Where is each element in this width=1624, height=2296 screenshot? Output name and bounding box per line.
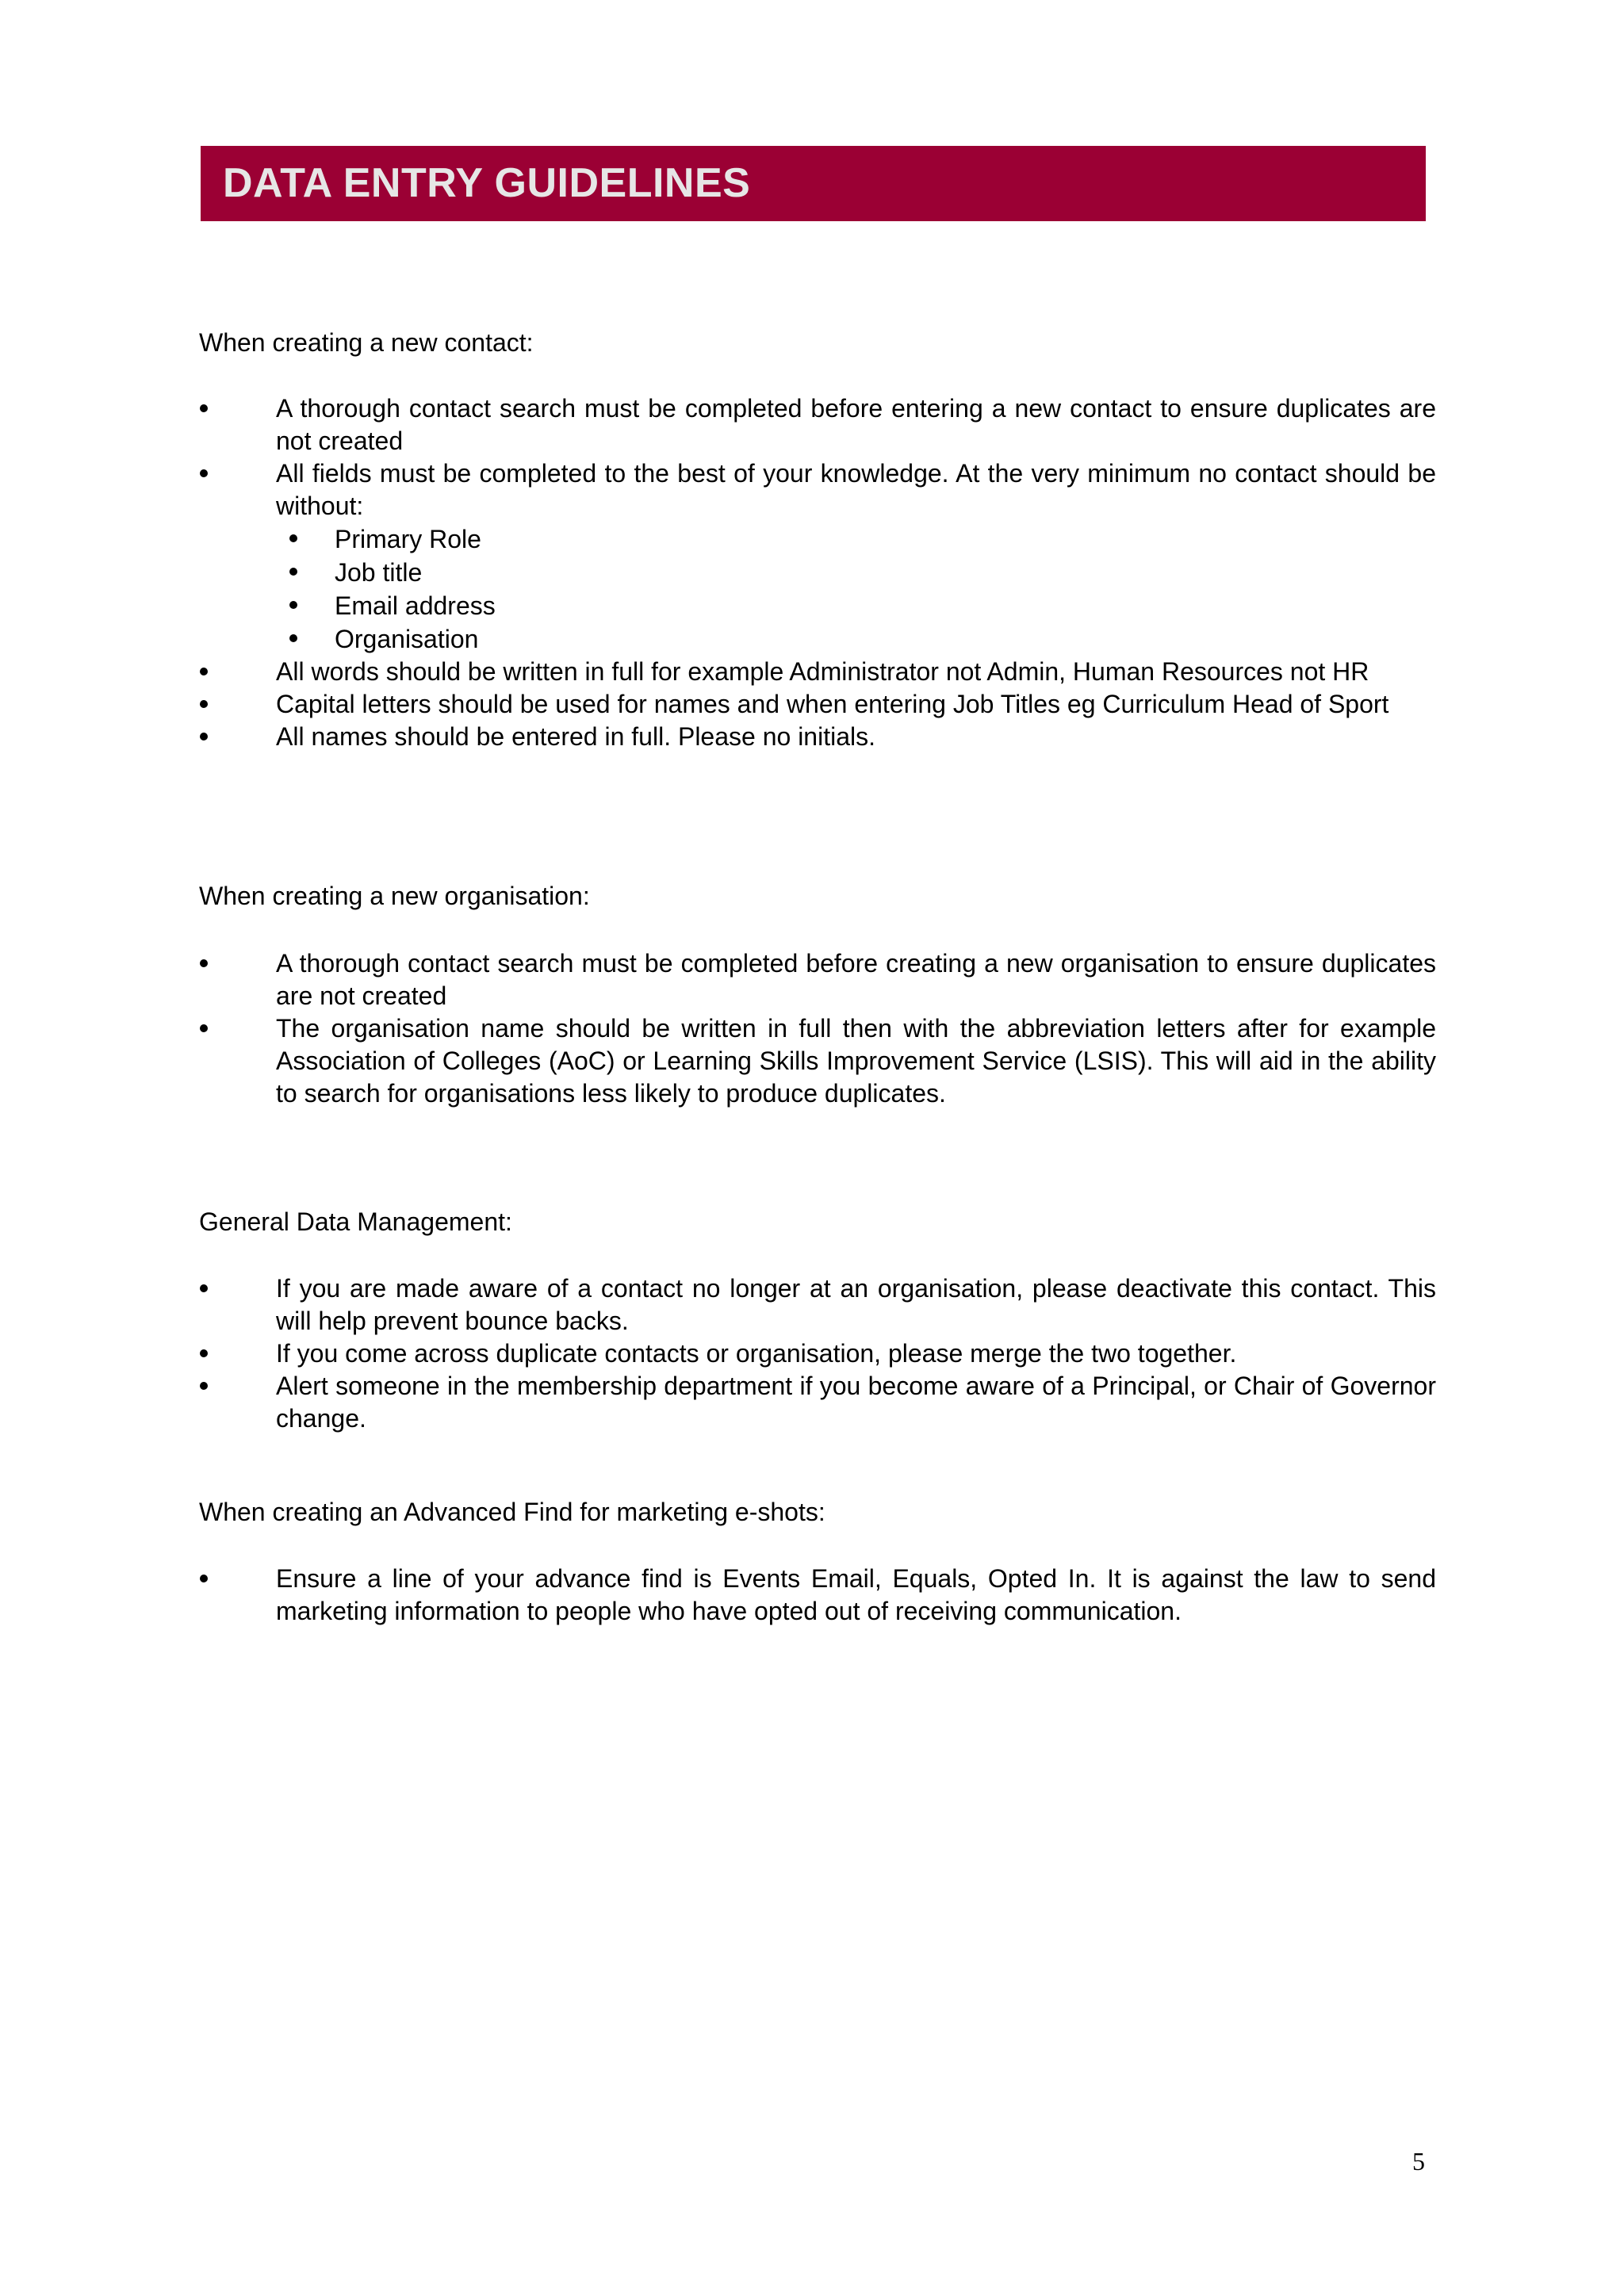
list-item: All names should be entered in full. Please no initials. bbox=[199, 721, 1436, 753]
list-item: All words should be written in full for example Administrator not Admin, Human Resources not HR bbox=[199, 656, 1436, 688]
sub-list-item: Email address bbox=[276, 589, 1436, 622]
new-contact-list bbox=[199, 392, 1436, 753]
list-item: Capital letters should be used for names and when entering Job Titles eg Curriculum Head of Sport bbox=[199, 688, 1436, 721]
list-item bbox=[199, 457, 1436, 656]
page-number: 5 bbox=[1412, 2147, 1425, 2175]
section-heading-general-data-management: General Data Management: bbox=[199, 1207, 512, 1236]
section-heading-new-contact: When creating a new contact: bbox=[199, 328, 534, 357]
section-heading-new-organisation: When creating a new organisation: bbox=[199, 882, 590, 910]
advanced-find-list bbox=[199, 1563, 1436, 1628]
list-item: A thorough contact search must be completed before creating a new organisation to ensure duplicates are not created bbox=[199, 947, 1436, 1012]
list-item: Ensure a line of your advance find is Events Email, Equals, Opted In. It is against the law to send marketing information to people who have opted out of receiving communication. bbox=[199, 1563, 1436, 1628]
list-item: If you come across duplicate contacts or organisation, please merge the two together. bbox=[199, 1337, 1436, 1370]
section-heading-advanced-find: When creating an Advanced Find for marketing e-shots: bbox=[199, 1498, 825, 1526]
sub-list-item: Job title bbox=[276, 556, 1436, 589]
list-item: If you are made aware of a contact no longer at an organisation, please deactivate this contact. This will help prevent bounce backs. bbox=[199, 1272, 1436, 1337]
title-banner bbox=[201, 146, 1426, 221]
list-item-text: All fields must be completed to the best of your knowledge. At the very minimum no contact should be without: bbox=[276, 459, 1436, 520]
list-item: The organisation name should be written in full then with the abbreviation letters after for example Association of Colleges (AoC) or Learning Skills Improvement Service (LSIS). This will aid in the ability to search for organisations less likely to produce duplicates. bbox=[199, 1012, 1436, 1110]
sub-list-item: Organisation bbox=[276, 622, 1436, 656]
list-item: A thorough contact search must be completed before entering a new contact to ensure duplicates are not created bbox=[199, 392, 1436, 457]
sub-list-item: Primary Role bbox=[276, 522, 1436, 556]
required-fields-list bbox=[276, 522, 1436, 656]
new-organisation-list bbox=[199, 947, 1436, 1110]
page-title: DATA ENTRY GUIDELINES bbox=[223, 160, 751, 206]
list-item: Alert someone in the membership department if you become aware of a Principal, or Chair of Governor change. bbox=[199, 1370, 1436, 1435]
general-data-management-list bbox=[199, 1272, 1436, 1435]
